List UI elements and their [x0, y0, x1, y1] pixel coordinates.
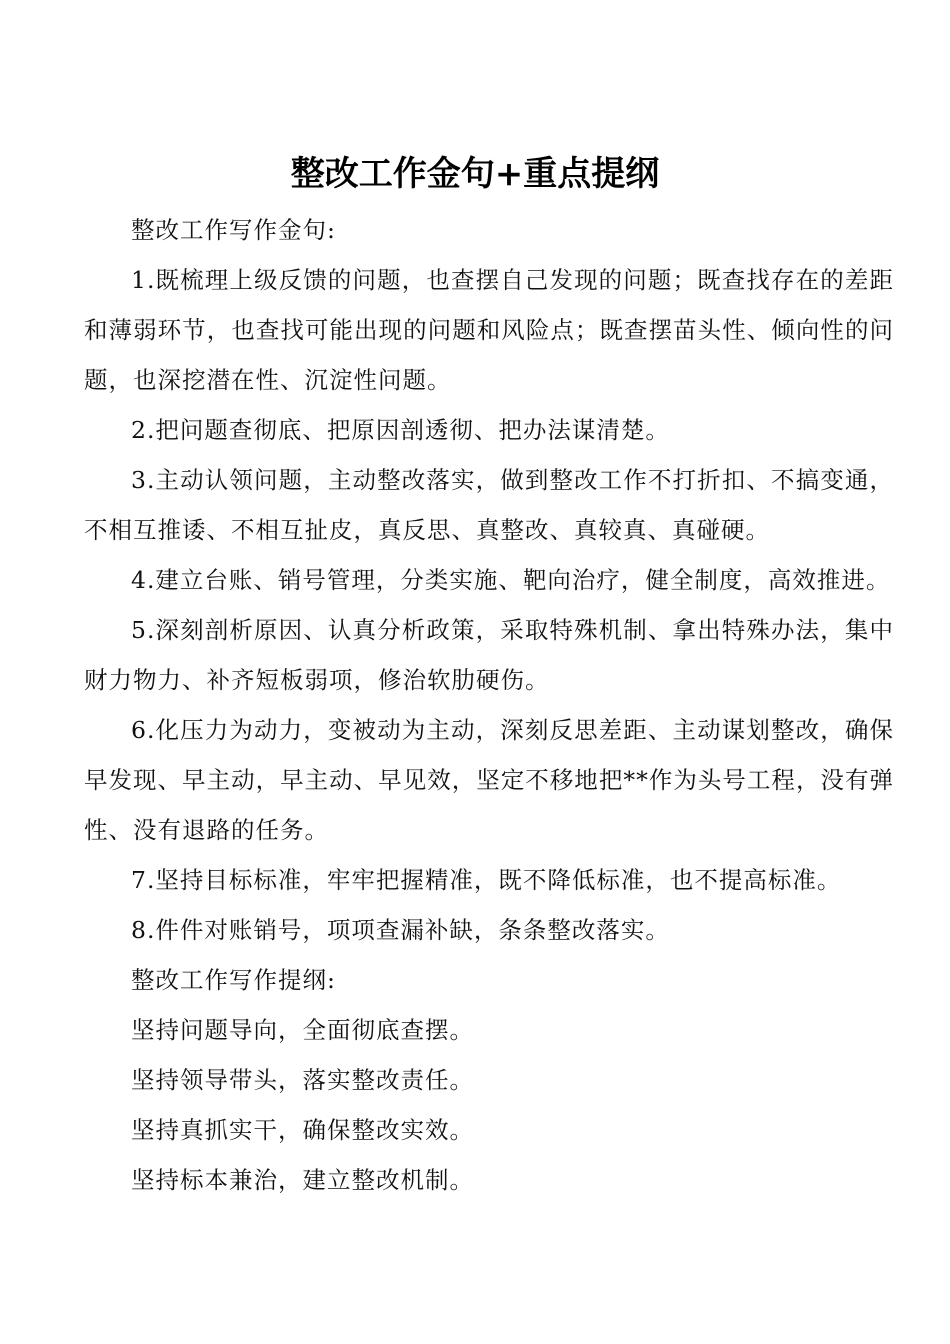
paragraph-item-8: 8.件件对账销号，项项查漏补缺，条条整改落实。: [131, 916, 670, 944]
document-body: [84, 205, 894, 1205]
paragraph-item-1: 1.既梳理上级反馈的问题，也查摆自己发现的问题；既查找存在的差距和薄弱环节，也查找可能出现的问题和风险点；既查摆苗头性、倾向性的问题，也深挖潜在性、沉淀性问题。: [84, 266, 894, 394]
paragraph-item-5: 5.深刻剖析原因、认真分析政策，采取特殊机制、拿出特殊办法，集中财力物力、补齐短板弱项，修治软肋硬伤。: [84, 616, 894, 694]
section-heading-outline: 整改工作写作提纲:: [131, 966, 336, 994]
outline-item-4: 坚持标本兼治，建立整改机制。: [131, 1166, 474, 1194]
outline-item-3: 坚持真抓实干，确保整改实效。: [131, 1116, 474, 1144]
paragraph-item-6: 6.化压力为动力，变被动为主动，深刻反思差距、主动谋划整改，确保早发现、早主动，早主动、早见效，坚定不移地把**作为头号工程，没有弹性、没有退路的任务。: [84, 716, 894, 844]
paragraph-item-4: 4.建立台账、销号管理，分类实施、靶向治疗，健全制度，高效推进。: [131, 566, 891, 594]
section-heading-golden-sentences: 整改工作写作金句:: [131, 216, 336, 244]
outline-item-2: 坚持领导带头，落实整改责任。: [131, 1066, 474, 1094]
paragraph-item-2: 2.把问题查彻底、把原因剖透彻、把办法谋清楚。: [131, 416, 670, 444]
paragraph-item-7: 7.坚持目标标准，牢牢把握精准，既不降低标准，也不提高标准。: [131, 866, 842, 894]
document-title: 整改工作金句+重点提纲: [290, 154, 660, 194]
outline-item-1: 坚持问题导向，全面彻底查摆。: [131, 1016, 474, 1044]
paragraph-item-3: 3.主动认领问题，主动整改落实，做到整改工作不打折扣、不搞变通，不相互推诿、不相互扯皮，真反思、真整改、真较真、真碰硬。: [84, 466, 894, 544]
